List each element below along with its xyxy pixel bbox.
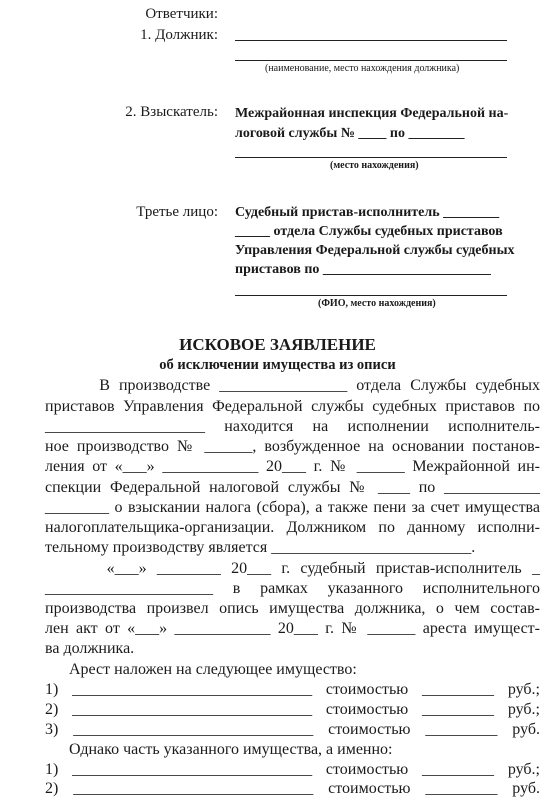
body-line: приставов Управления Федеральной службы судебных приставов по	[45, 398, 540, 415]
debtor-name-line	[235, 40, 507, 41]
respondents-label: Ответчики:	[145, 6, 218, 22]
third-party-label: Третье лицо:	[136, 204, 218, 220]
claimant-address-line	[235, 157, 507, 158]
debtor-address-line	[235, 60, 507, 61]
body-line: спекции Федеральной налоговой службы № ____ по ____________	[45, 479, 540, 496]
third-party-line-3: Управления Федеральной службы судебных	[235, 243, 515, 258]
body-line: тельному производству является _________________________.	[45, 539, 476, 556]
body-line: _____________________ в рамках указанного исполнительного	[45, 580, 540, 597]
body-line: лен акт от «___» ____________ 20___ г. № ______ ареста имущест-	[45, 620, 540, 637]
third-party-line-4: приставов по ________________________	[235, 262, 491, 277]
document-subtitle: об исключении имущества из описи	[159, 357, 396, 373]
claimant-line-2: логовой службы № ____ по ________	[235, 126, 465, 141]
body-line: Арест наложен на следующее имущество:	[45, 661, 357, 678]
document-title: ИСКОВОЕ ЗАЯВЛЕНИЕ	[179, 335, 376, 354]
property-item: 1) ______________________________ стоимостью _________ руб.;	[45, 761, 540, 778]
claimant-caption: (место нахождения)	[330, 160, 419, 171]
third-party-caption: (ФИО, место нахождения)	[318, 298, 436, 309]
body-line: ва должника.	[45, 640, 135, 657]
body-line: «___» ________ 20___ г. судебный пристав-исполнитель _	[45, 560, 540, 577]
claimant-label: 2. Взыскатель:	[125, 104, 218, 120]
property-item: 2) ______________________________ стоимостью _________ руб.;	[45, 701, 540, 718]
body-line: ное производство № ______, возбужденное на основании постанов-	[45, 438, 540, 455]
property-item: 2) ______________________________ стоимостью _________ руб.	[45, 780, 540, 797]
body-line: налогоплательщика-организации. Должником по данному исполни-	[45, 519, 540, 536]
body-line: производства произвел опись имущества должника, о чем состав-	[45, 600, 540, 617]
property-item: 3) ______________________________ стоимостью _________ руб.	[45, 721, 540, 738]
third-party-line-1: Судебный пристав-исполнитель ________	[235, 205, 500, 220]
third-party-line-2: _____ отдела Службы судебных приставов	[235, 224, 503, 239]
body-line: Однако часть указанного имущества, а именно:	[45, 741, 393, 758]
body-line: ____________________ находится на исполнении исполнитель-	[45, 418, 540, 435]
claimant-line-1: Межрайонная инспекция Федеральной на-	[235, 106, 509, 121]
property-item: 1) ______________________________ стоимостью _________ руб.;	[45, 681, 540, 698]
body-line: В производстве ________________ отдела Службы судебных	[45, 377, 540, 394]
body-line: ________ о взыскании налога (сбора), а также пени за счет имущества	[45, 499, 540, 516]
debtor-label: 1. Должник:	[140, 27, 218, 43]
debtor-caption: (наименование, место нахождения должника)	[265, 63, 460, 74]
body-line: ления от «___» ____________ 20___ г. № ______ Межрайонной ин-	[45, 458, 540, 475]
third-party-address-line	[235, 295, 507, 296]
